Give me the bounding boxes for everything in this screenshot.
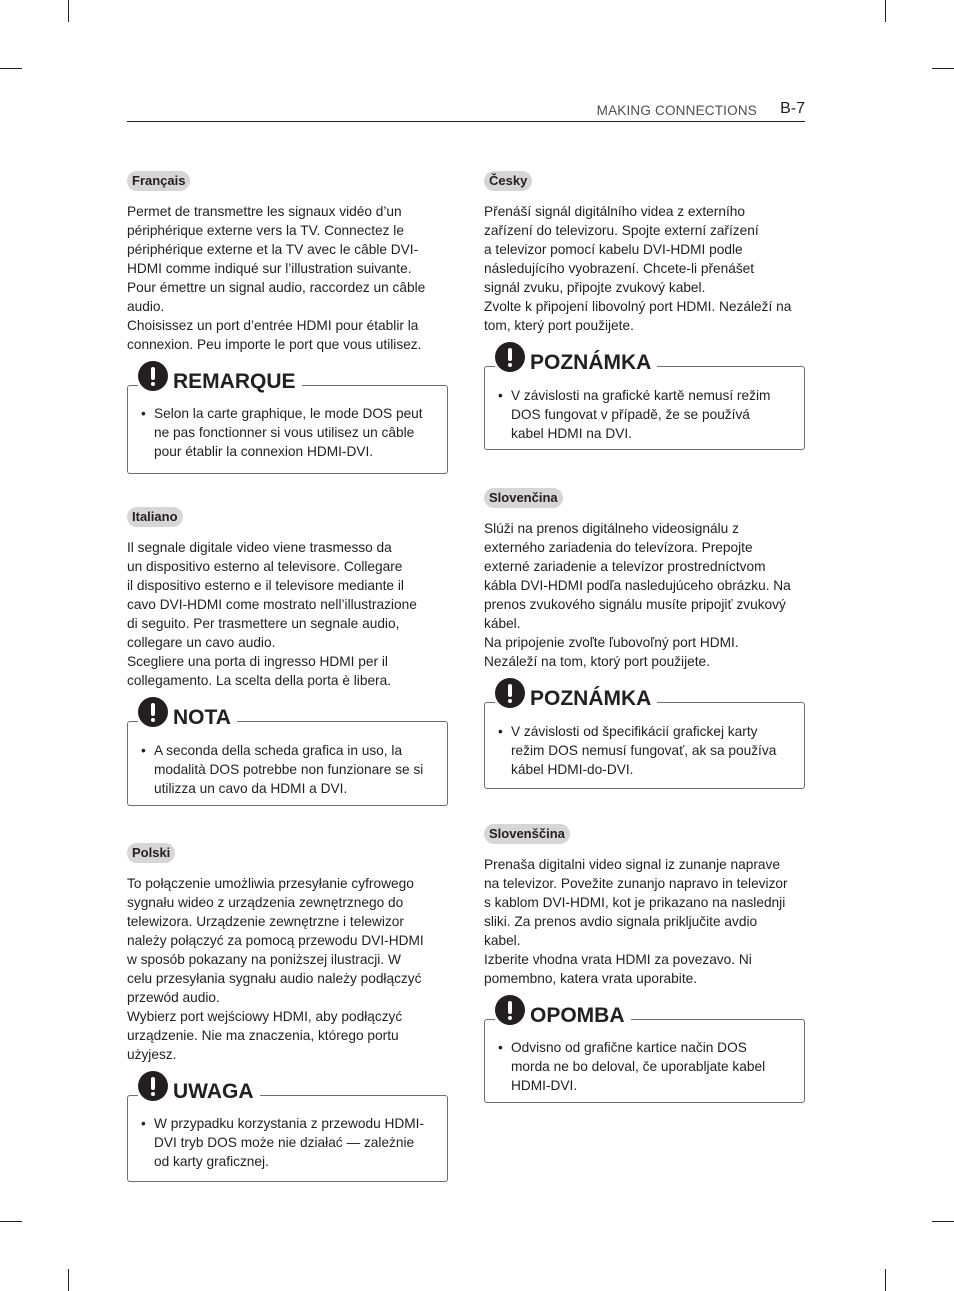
crop-mark: [932, 1221, 954, 1222]
crop-mark: [68, 1269, 69, 1291]
header-divider: [127, 121, 805, 122]
language-label: Slovenščina: [484, 824, 570, 844]
note-title: POZNÁMKA: [530, 351, 652, 374]
note-box: [484, 1004, 805, 1103]
note-bullet: • A seconda della scheda grafica in uso, la modalità DOS potrebbe non funzionare se si utilizza un cavo da HDMI a DVI.: [128, 741, 447, 798]
section-body: Přenáší signál digitálního videa z externího zařízení do televizoru. Spojte externí zařízení a televizor pomocí kabelu DVI-HDMI podle následujícího vyobrazení. Chcete-li přenášet signál zvuku, připojte zvukový kabel. Zvolte k připojení libovolný port HDMI. Nezáleží na tom, který port použijete.: [484, 204, 792, 333]
language-label: Slovenčina: [484, 488, 563, 508]
note-title: NOTA: [173, 706, 231, 729]
crop-mark: [0, 68, 22, 69]
section-slovencina: [484, 488, 806, 671]
exclamation-icon: [138, 1071, 168, 1103]
exclamation-icon: [138, 361, 168, 393]
note-box: [127, 706, 448, 806]
section-polski: [127, 843, 449, 1064]
crop-mark: [885, 1269, 886, 1291]
note-header: [495, 678, 657, 710]
note-box: [127, 370, 448, 474]
exclamation-icon: [495, 342, 525, 374]
crop-mark: [885, 0, 886, 22]
language-label: Français: [127, 171, 190, 191]
language-label: Česky: [484, 171, 532, 191]
note-header: [495, 995, 631, 1027]
note-bullet: • W przypadku korzystania z przewodu HDMI- DVI tryb DOS może nie działać — zależnie od karty graficznej.: [128, 1114, 447, 1171]
note-title: REMARQUE: [173, 370, 296, 393]
header-section-title: MAKING CONNECTIONS: [596, 103, 757, 118]
crop-mark: [68, 0, 69, 22]
note-bullet: • Odvisno od grafične kartice način DOS morda ne bo deloval, če uporabljate kabel HDMI-DVI.: [485, 1038, 804, 1095]
note-box: [127, 1080, 448, 1182]
section-body: Permet de transmettre les signaux vidéo d’un périphérique externe vers la TV. Connectez le périphérique externe et la TV avec le câble DVI- HDMI comme indiqué sur l’illustration suivante. Pour émettre un signal audio, raccordez un câble audio. Choisissez un port d’entrée HDMI pour établir la connexion. Peu importe le port que vous utilisez.: [127, 204, 426, 352]
note-bullet: • V závislosti na grafické kartě nemusí režim DOS fungovat v případě, že se používá kabel HDMI na DVI.: [485, 386, 804, 443]
note-box: [484, 351, 805, 450]
section-body: Il segnale digitale video viene trasmesso da un dispositivo esterno al televisore. Collegare il dispositivo esterno e il televisore mediante il cavo DVI-HDMI come mostrato nell’illustrazione di seguito. Per trasmettere un segnale audio, collegare un cavo audio. Scegliere una porta di ingresso HDMI per il collegamento. La scelta della porta è libera.: [127, 540, 417, 688]
section-body: Slúži na prenos digitálneho videosignálu z externého zariadenia do televízora. Prepojte externé zariadenie a televízor prostredníctvom kábla DVI-HDMI podľa nasledujúceho obrázku. Na prenos zvukového signálu musíte pripojiť zvukový kábel. Na pripojenie zvoľte ľubovoľný port HDMI. Nezáleží na tom, ktorý port použijete.: [484, 521, 791, 669]
section-slovenscina: [484, 824, 806, 988]
exclamation-icon: [138, 697, 168, 729]
section-francais: [127, 171, 449, 354]
note-bullet: • Selon la carte graphique, le mode DOS peut ne pas fonctionner si vous utilisez un câble pour établir la connexion HDMI-DVI.: [128, 404, 447, 461]
note-header: [495, 342, 657, 374]
crop-mark: [932, 68, 954, 69]
note-title: UWAGA: [173, 1080, 254, 1103]
language-label: Italiano: [127, 507, 183, 527]
crop-mark: [0, 1221, 22, 1222]
note-header: [138, 697, 237, 729]
exclamation-icon: [495, 678, 525, 710]
language-label: Polski: [127, 843, 175, 863]
page-number: B-7: [780, 100, 805, 117]
note-header: [138, 1071, 260, 1103]
note-box: [484, 687, 805, 789]
exclamation-icon: [495, 995, 525, 1027]
note-title: OPOMBA: [530, 1004, 625, 1027]
section-italiano: [127, 507, 449, 690]
note-title: POZNÁMKA: [530, 687, 652, 710]
section-body: Prenaša digitalni video signal iz zunanje naprave na televizor. Povežite zunanjo napravo in televizor s kablom DVI-HDMI, kot je prikazano na naslednji sliki. Za prenos avdio signala priključite avdio kabel. Izberite vhodna vrata HDMI za povezavo. Ni pomembno, katera vrata uporabite.: [484, 857, 788, 986]
section-body: To połączenie umożliwia przesyłanie cyfrowego sygnału wideo z urządzenia zewnętrznego do telewizora. Urządzenie zewnętrzne i telewizor należy połączyć za pomocą przewodu DVI-HDMI w sposób pokazany na poniższej ilustracji. W celu przesyłania sygnału audio należy podłączyć przewód audio. Wybierz port wejściowy HDMI, aby podłączyć urządzenie. Nie ma znaczenia, którego portu użyjesz.: [127, 876, 424, 1062]
note-bullet: • V závislosti od špecifikácií grafickej karty režim DOS nemusí fungovať, ak sa používa kábel HDMI-do-DVI.: [485, 722, 804, 779]
note-header: [138, 361, 302, 393]
section-cesky: [484, 171, 806, 335]
